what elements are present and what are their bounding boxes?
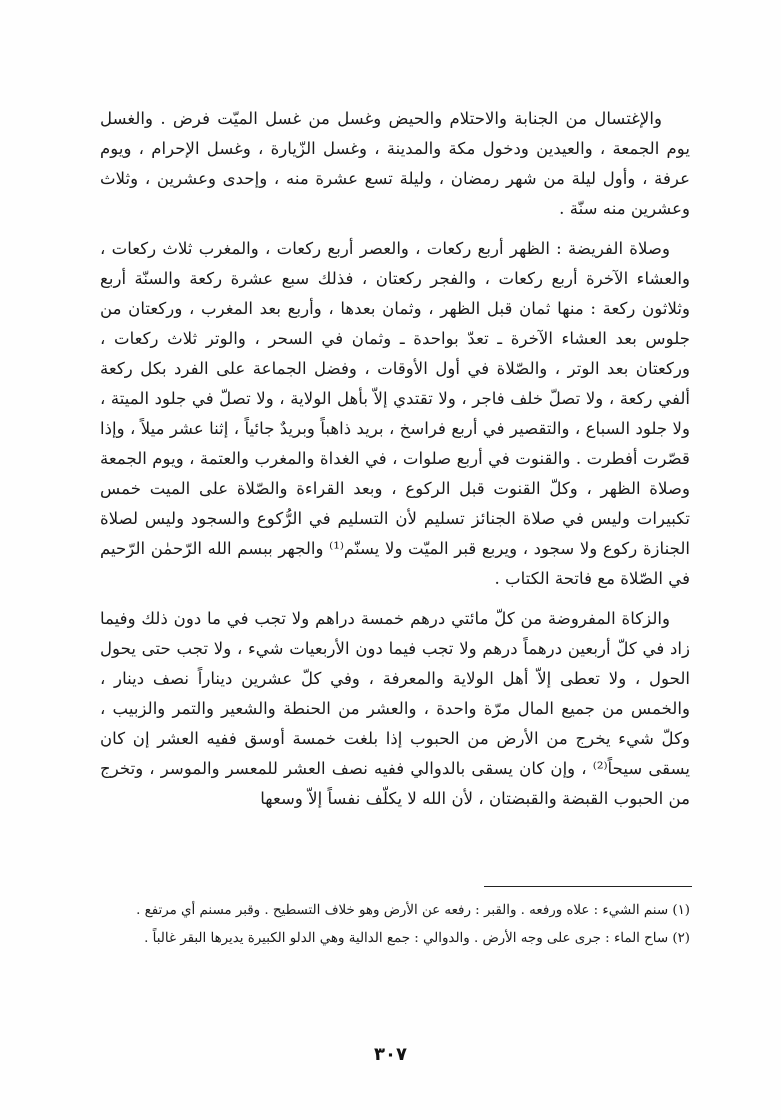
footnote-1: (١) سنم الشيء : علاه ورفعه . والقبر : رفعه عن الأرض وهو خلاف التسطيح . وقبر مسنم أي مرتفع .	[136, 903, 690, 918]
paragraph-salat: وصلاة الفريضة : الظهر أربع ركعات ، والعصر أربع ركعات ، والمغرب ثلاث ركعات ، والعشاء الآخرة أربع ركعات ، والفجر ركعتان ، فذلك سبع عشرة ركعة والسنّة أربع وثلاثون ركعة : منها ثمان قبل الظهر ، وثمان بعدها ، وأربع بعد المغرب ، وركعتان من جلوس بعد العشاء الآخرة ـ تعدّ بواحدة ـ وثمان في السحر ، والوتر ثلاث ركعات ، وركعتان بعد الوتر ، والصّلاة في أول الأوقات ، وفضل الجماعة على الفرد بكل ركعة ألفي ركعة ، ولا تصلّ خلف فاجر ، ولا تقتدي إلاّ بأهل الولاية ، ولا تصلّ في جلود الميتة ، ولا جلود السباع ، والتقصير في أربع فراسخ ، بريد ذاهباً وبريدٌ جائياً ، إثنا عشر ميلاً ، وإذا قصّرت أفطرت . والقنوت في أربع صلوات ، في الغداة والمغرب والعتمة ، ويوم الجمعة وصلاة الظهر ، وكلّ القنوت قبل الركوع ، وبعد القراءة والصّلاة على الميت خمس تكبيرات وليس في صلاة الجنائز تسليم لأن التسليم في الرُّكوع والسجود وليس لصلاة الجنازة ركوع ولا سجود ، ويربع قبر الميّت ولا يسنّم⁽¹⁾ والجهر ببسم الله الرّحمٰن الرّحيم في الصّلاة مع فاتحة الكتاب .	[100, 239, 691, 588]
paragraph-ghusl: والإغتسال من الجنابة والاحتلام والحيض وغسل من غسل الميّت فرض . والغسل يوم الجمعة ، والعيدين ودخول مكة والمدينة ، وغسل الزّيارة ، وغسل الإحرام ، ويوم عرفة ، وأول ليلة من شهر رمضان ، وليلة تسع عشرة منه ، وإحدى وعشرين ، وثلاث وعشرين منه سنّة .	[100, 109, 690, 218]
main-text	[100, 104, 690, 824]
paragraph-zakat: والزكاة المفروضة من كلّ مائتي درهم خمسة دراهم ولا تجب في ما دون ذلك وفيما زاد في كلّ أربعين درهماً درهم ولا تجب فيما دون الأربعيات شيء ، ولا تجب حتى يحول الحول ، ولا تعطى إلاّ أهل الولاية والمعرفة ، وفي كلّ عشرين ديناراً نصف دينار ، والخمس من جميع المال مرّة واحدة ، والعشر من الحنطة والشعير والتمر والزبيب ، وكلّ شيء يخرج من الأرض من الحبوب إذا بلغت خمسة أوسق ففيه العشر إن كان يسقى سيحاً⁽²⁾ ، وإن كان يسقى بالدوالي ففيه نصف العشر للمعسر والموسر ، وتخرج من الحبوب القبضة والقبضتان ، لأن الله لا يكلّف نفساً إلاّ وسعها	[100, 609, 690, 808]
footnote-divider	[484, 886, 692, 887]
footnotes	[100, 900, 690, 956]
footnote-2: (٢) ساح الماء : جرى على وجه الأرض . والدوالي : جمع الدالية وهي الدلو الكبيرة يديرها البقر غالباً .	[144, 931, 690, 946]
page-number: ٣٠٧	[374, 1044, 407, 1065]
